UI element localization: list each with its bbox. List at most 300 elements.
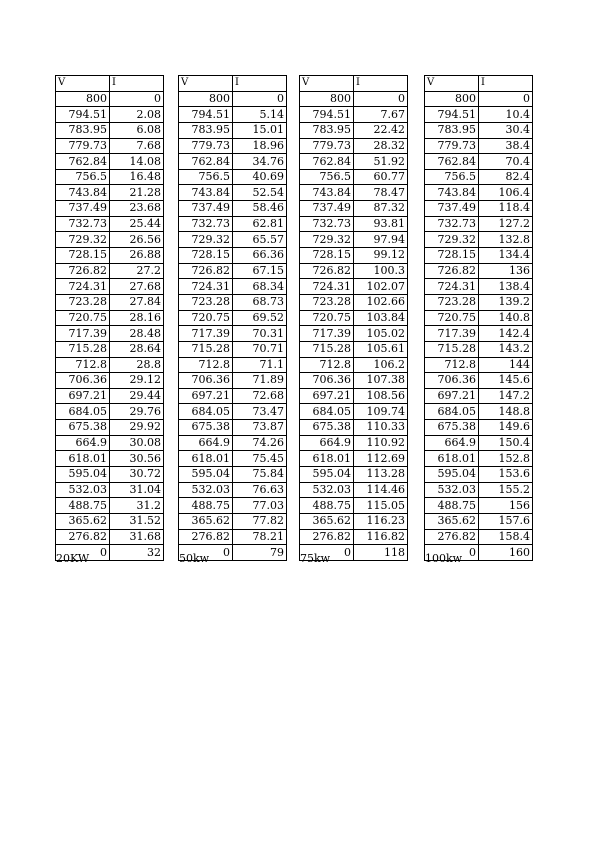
- current-cell: 103.84: [354, 310, 408, 326]
- voltage-cell: 712.8: [179, 357, 233, 373]
- current-cell: 29.76: [110, 404, 164, 420]
- current-cell: 116.82: [354, 529, 408, 545]
- current-cell: 72.68: [233, 388, 287, 404]
- voltage-cell: 723.28: [425, 294, 479, 310]
- table-row: [56, 341, 164, 357]
- current-cell: 138.4: [479, 279, 533, 295]
- voltage-cell: 365.62: [300, 513, 354, 529]
- current-cell: 136: [479, 263, 533, 279]
- table-caption: 100kw: [425, 552, 463, 565]
- table-row: [300, 232, 408, 248]
- voltage-cell: 715.28: [179, 341, 233, 357]
- table-row: [300, 310, 408, 326]
- table-row: [300, 513, 408, 529]
- current-cell: 68.73: [233, 294, 287, 310]
- current-cell: 142.4: [479, 326, 533, 342]
- current-cell: 73.87: [233, 420, 287, 436]
- table-row: [300, 216, 408, 232]
- table-row: [56, 482, 164, 498]
- voltage-cell: 712.8: [56, 357, 110, 373]
- voltage-cell: 0: [56, 545, 110, 561]
- table-row: [179, 420, 287, 436]
- table-row: [300, 341, 408, 357]
- current-cell: 30.56: [110, 451, 164, 467]
- current-cell: 31.68: [110, 529, 164, 545]
- current-cell: 0: [354, 91, 408, 107]
- voltage-cell: 800: [56, 91, 110, 107]
- table-row: [179, 294, 287, 310]
- voltage-cell: 488.75: [300, 498, 354, 514]
- current-cell: 105.61: [354, 341, 408, 357]
- table-row: [56, 529, 164, 545]
- current-cell: 93.81: [354, 216, 408, 232]
- table-row: [425, 404, 533, 420]
- voltage-cell: 595.04: [300, 467, 354, 483]
- table-row: [300, 498, 408, 514]
- current-cell: 160: [479, 545, 533, 561]
- current-cell: 34.76: [233, 154, 287, 170]
- table-row: [425, 216, 533, 232]
- current-cell: 7.68: [110, 138, 164, 154]
- current-cell: 79: [233, 545, 287, 561]
- current-cell: 16.48: [110, 169, 164, 185]
- voltage-cell: 0: [300, 545, 354, 561]
- voltage-cell: 756.5: [56, 169, 110, 185]
- current-cell: 147.2: [479, 388, 533, 404]
- voltage-cell: 762.84: [179, 154, 233, 170]
- current-cell: 118.4: [479, 201, 533, 217]
- current-cell: 127.2: [479, 216, 533, 232]
- voltage-cell: 728.15: [300, 248, 354, 264]
- voltage-cell: 756.5: [300, 169, 354, 185]
- current-cell: 144: [479, 357, 533, 373]
- voltage-cell: 737.49: [425, 201, 479, 217]
- current-cell: 70.4: [479, 154, 533, 170]
- current-cell: 155.2: [479, 482, 533, 498]
- voltage-cell: 715.28: [425, 341, 479, 357]
- current-cell: 76.63: [233, 482, 287, 498]
- voltage-cell: 732.73: [425, 216, 479, 232]
- voltage-cell: 717.39: [179, 326, 233, 342]
- table-row: [300, 529, 408, 545]
- voltage-cell: 532.03: [425, 482, 479, 498]
- voltage-cell: 737.49: [56, 201, 110, 217]
- voltage-cell: 724.31: [425, 279, 479, 295]
- voltage-cell: 723.28: [300, 294, 354, 310]
- current-cell: 115.05: [354, 498, 408, 514]
- voltage-cell: 756.5: [179, 169, 233, 185]
- voltage-cell: 743.84: [300, 185, 354, 201]
- table-caption: 75kw: [300, 552, 331, 565]
- table-row: [300, 248, 408, 264]
- current-cell: 27.2: [110, 263, 164, 279]
- voltage-cell: 365.62: [56, 513, 110, 529]
- table-row: [425, 107, 533, 123]
- current-cell: 153.6: [479, 467, 533, 483]
- table-row: [179, 404, 287, 420]
- table-row: [300, 263, 408, 279]
- voltage-cell: 618.01: [56, 451, 110, 467]
- table-row: [300, 357, 408, 373]
- current-cell: 108.56: [354, 388, 408, 404]
- voltage-cell: 726.82: [56, 263, 110, 279]
- current-cell: 107.38: [354, 373, 408, 389]
- current-cell: 27.84: [110, 294, 164, 310]
- voltage-cell: 732.73: [179, 216, 233, 232]
- voltage-cell: 276.82: [300, 529, 354, 545]
- voltage-cell: 729.32: [425, 232, 479, 248]
- table-row: [179, 138, 287, 154]
- table-row: [56, 216, 164, 232]
- table-row: [56, 154, 164, 170]
- table-row: [179, 326, 287, 342]
- table-row: [179, 357, 287, 373]
- current-cell: 77.82: [233, 513, 287, 529]
- table-row: [179, 232, 287, 248]
- current-cell: 87.32: [354, 201, 408, 217]
- current-cell: 140.8: [479, 310, 533, 326]
- current-cell: 114.46: [354, 482, 408, 498]
- voltage-cell: 712.8: [300, 357, 354, 373]
- voltage-cell: 618.01: [179, 451, 233, 467]
- voltage-cell: 724.31: [300, 279, 354, 295]
- current-cell: 0: [233, 91, 287, 107]
- table-row: [56, 326, 164, 342]
- current-cell: 78.21: [233, 529, 287, 545]
- voltage-cell: 365.62: [425, 513, 479, 529]
- current-cell: 23.68: [110, 201, 164, 217]
- current-cell: 100.3: [354, 263, 408, 279]
- table-row: [179, 279, 287, 295]
- table-row: [300, 294, 408, 310]
- current-cell: 143.2: [479, 341, 533, 357]
- table-row: [425, 388, 533, 404]
- voltage-cell: 728.15: [425, 248, 479, 264]
- voltage-cell: 532.03: [300, 482, 354, 498]
- voltage-cell: 724.31: [179, 279, 233, 295]
- table-row: [56, 91, 164, 107]
- current-cell: 110.92: [354, 435, 408, 451]
- current-cell: 113.28: [354, 467, 408, 483]
- voltage-cell: 794.51: [179, 107, 233, 123]
- table-row: [300, 138, 408, 154]
- voltage-cell: 276.82: [179, 529, 233, 545]
- voltage-cell: 0: [425, 545, 479, 561]
- table-caption: 50kw: [179, 552, 210, 565]
- voltage-cell: 743.84: [425, 185, 479, 201]
- current-cell: 18.96: [233, 138, 287, 154]
- voltage-cell: 726.82: [179, 263, 233, 279]
- table-row: [56, 232, 164, 248]
- voltage-cell: 800: [300, 91, 354, 107]
- table-row: [300, 451, 408, 467]
- voltage-cell: 800: [179, 91, 233, 107]
- table-row: [300, 420, 408, 436]
- current-cell: 134.4: [479, 248, 533, 264]
- table-row: [56, 279, 164, 295]
- voltage-cell: 276.82: [56, 529, 110, 545]
- current-cell: 15.01: [233, 122, 287, 138]
- table-row: [56, 357, 164, 373]
- voltage-cell: 595.04: [179, 467, 233, 483]
- table-row: [179, 310, 287, 326]
- current-cell: 68.34: [233, 279, 287, 295]
- table-row: [300, 404, 408, 420]
- table-row: [425, 138, 533, 154]
- current-cell: 109.74: [354, 404, 408, 420]
- voltage-cell: 720.75: [56, 310, 110, 326]
- current-cell: 112.69: [354, 451, 408, 467]
- current-cell: 73.47: [233, 404, 287, 420]
- voltage-cell: 664.9: [56, 435, 110, 451]
- voltage-cell: 697.21: [300, 388, 354, 404]
- voltage-cell: 488.75: [56, 498, 110, 514]
- table-row: [300, 482, 408, 498]
- table-row: [56, 420, 164, 436]
- current-cell: 2.08: [110, 107, 164, 123]
- voltage-cell: 726.82: [425, 263, 479, 279]
- current-cell: 0: [110, 91, 164, 107]
- voltage-cell: 743.84: [179, 185, 233, 201]
- table-row: [179, 513, 287, 529]
- current-cell: 30.08: [110, 435, 164, 451]
- table-row: [56, 122, 164, 138]
- current-cell: 149.6: [479, 420, 533, 436]
- vi-table-50kw: [178, 75, 287, 561]
- column-header-v: V: [425, 76, 479, 92]
- current-cell: 71.1: [233, 357, 287, 373]
- table-header-row: [300, 76, 408, 92]
- table-caption: 20KW: [56, 552, 90, 565]
- table-row: [425, 529, 533, 545]
- voltage-cell: 720.75: [179, 310, 233, 326]
- current-cell: 110.33: [354, 420, 408, 436]
- table-header-row: [179, 76, 287, 92]
- current-cell: 27.68: [110, 279, 164, 295]
- table-row: [179, 451, 287, 467]
- current-cell: 25.44: [110, 216, 164, 232]
- table-row: [179, 107, 287, 123]
- voltage-cell: 488.75: [179, 498, 233, 514]
- table-row: [179, 467, 287, 483]
- table-row: [179, 122, 287, 138]
- vi-table-100kw: [424, 75, 533, 561]
- table-row: [179, 169, 287, 185]
- column-header-v: V: [56, 76, 110, 92]
- voltage-cell: 664.9: [179, 435, 233, 451]
- table-row: [425, 169, 533, 185]
- table-row: [56, 201, 164, 217]
- voltage-cell: 728.15: [56, 248, 110, 264]
- current-cell: 28.48: [110, 326, 164, 342]
- current-cell: 52.54: [233, 185, 287, 201]
- table-row: [56, 373, 164, 389]
- current-cell: 148.8: [479, 404, 533, 420]
- table-row: [56, 310, 164, 326]
- current-cell: 118: [354, 545, 408, 561]
- voltage-cell: 723.28: [56, 294, 110, 310]
- table-row: [425, 513, 533, 529]
- table-row: [56, 513, 164, 529]
- current-cell: 7.67: [354, 107, 408, 123]
- voltage-cell: 794.51: [300, 107, 354, 123]
- table-row: [56, 107, 164, 123]
- voltage-cell: 783.95: [179, 122, 233, 138]
- table-row: [56, 138, 164, 154]
- table-row: [300, 91, 408, 107]
- table-row: [425, 451, 533, 467]
- vi-table-20kw: [55, 75, 164, 561]
- voltage-cell: 664.9: [300, 435, 354, 451]
- voltage-cell: 706.36: [300, 373, 354, 389]
- voltage-cell: 675.38: [300, 420, 354, 436]
- table-row: [56, 169, 164, 185]
- table-row: [425, 201, 533, 217]
- voltage-cell: 697.21: [56, 388, 110, 404]
- current-cell: 51.92: [354, 154, 408, 170]
- voltage-cell: 675.38: [425, 420, 479, 436]
- current-cell: 158.4: [479, 529, 533, 545]
- table-row: [179, 482, 287, 498]
- table-row: [56, 451, 164, 467]
- voltage-cell: 717.39: [56, 326, 110, 342]
- voltage-cell: 675.38: [179, 420, 233, 436]
- table-row: [56, 294, 164, 310]
- current-cell: 26.56: [110, 232, 164, 248]
- voltage-cell: 715.28: [56, 341, 110, 357]
- voltage-cell: 618.01: [300, 451, 354, 467]
- table-row: [425, 420, 533, 436]
- vi-table-75kw: [299, 75, 408, 561]
- table-row: [425, 91, 533, 107]
- table-row: [300, 326, 408, 342]
- current-cell: 75.45: [233, 451, 287, 467]
- voltage-cell: 743.84: [56, 185, 110, 201]
- voltage-cell: 729.32: [300, 232, 354, 248]
- voltage-cell: 488.75: [425, 498, 479, 514]
- table-row: [300, 185, 408, 201]
- current-cell: 70.71: [233, 341, 287, 357]
- current-cell: 75.84: [233, 467, 287, 483]
- table-row: [56, 404, 164, 420]
- current-cell: 31.2: [110, 498, 164, 514]
- current-cell: 157.6: [479, 513, 533, 529]
- current-cell: 71.89: [233, 373, 287, 389]
- current-cell: 28.16: [110, 310, 164, 326]
- voltage-cell: 276.82: [425, 529, 479, 545]
- voltage-cell: 720.75: [425, 310, 479, 326]
- voltage-cell: 675.38: [56, 420, 110, 436]
- current-cell: 40.69: [233, 169, 287, 185]
- current-cell: 97.94: [354, 232, 408, 248]
- table-row: [179, 154, 287, 170]
- voltage-cell: 794.51: [56, 107, 110, 123]
- current-cell: 28.64: [110, 341, 164, 357]
- table-row: [300, 467, 408, 483]
- voltage-cell: 724.31: [56, 279, 110, 295]
- column-header-i: I: [479, 76, 533, 92]
- current-cell: 69.52: [233, 310, 287, 326]
- voltage-cell: 532.03: [56, 482, 110, 498]
- voltage-cell: 800: [425, 91, 479, 107]
- current-cell: 30.4: [479, 122, 533, 138]
- voltage-cell: 717.39: [425, 326, 479, 342]
- voltage-cell: 706.36: [179, 373, 233, 389]
- table-row: [300, 279, 408, 295]
- voltage-cell: 684.05: [300, 404, 354, 420]
- table-row: [56, 388, 164, 404]
- current-cell: 60.77: [354, 169, 408, 185]
- table-row: [425, 482, 533, 498]
- table-row: [425, 310, 533, 326]
- table-row: [179, 373, 287, 389]
- table-row: [179, 201, 287, 217]
- table-row: [56, 263, 164, 279]
- table-row: [425, 373, 533, 389]
- voltage-cell: 756.5: [425, 169, 479, 185]
- table-row: [425, 263, 533, 279]
- table-row: [179, 248, 287, 264]
- voltage-cell: 595.04: [56, 467, 110, 483]
- table-row: [300, 107, 408, 123]
- current-cell: 10.4: [479, 107, 533, 123]
- table-row: [179, 435, 287, 451]
- voltage-cell: 783.95: [300, 122, 354, 138]
- voltage-cell: 717.39: [300, 326, 354, 342]
- current-cell: 105.02: [354, 326, 408, 342]
- table-header-row: [56, 76, 164, 92]
- voltage-cell: 783.95: [56, 122, 110, 138]
- current-cell: 78.47: [354, 185, 408, 201]
- current-cell: 14.08: [110, 154, 164, 170]
- current-cell: 67.15: [233, 263, 287, 279]
- current-cell: 29.12: [110, 373, 164, 389]
- table-row: [425, 357, 533, 373]
- table-row: [179, 216, 287, 232]
- table-row: [425, 467, 533, 483]
- table-row: [179, 498, 287, 514]
- table-row: [56, 248, 164, 264]
- voltage-cell: 762.84: [425, 154, 479, 170]
- column-header-i: I: [110, 76, 164, 92]
- table-row: [179, 185, 287, 201]
- current-cell: 102.66: [354, 294, 408, 310]
- voltage-cell: 779.73: [179, 138, 233, 154]
- table-row: [300, 201, 408, 217]
- voltage-cell: 779.73: [300, 138, 354, 154]
- voltage-cell: 684.05: [179, 404, 233, 420]
- table-row: [425, 279, 533, 295]
- current-cell: 28.32: [354, 138, 408, 154]
- current-cell: 29.44: [110, 388, 164, 404]
- voltage-cell: 595.04: [425, 467, 479, 483]
- voltage-cell: 729.32: [56, 232, 110, 248]
- table-row: [425, 326, 533, 342]
- table-row: [56, 435, 164, 451]
- current-cell: 152.8: [479, 451, 533, 467]
- current-cell: 26.88: [110, 248, 164, 264]
- table-row: [56, 467, 164, 483]
- current-cell: 82.4: [479, 169, 533, 185]
- voltage-cell: 697.21: [425, 388, 479, 404]
- voltage-cell: 726.82: [300, 263, 354, 279]
- current-cell: 150.4: [479, 435, 533, 451]
- table-row: [300, 169, 408, 185]
- current-cell: 29.92: [110, 420, 164, 436]
- voltage-cell: 762.84: [300, 154, 354, 170]
- column-header-i: I: [354, 76, 408, 92]
- current-cell: 106.4: [479, 185, 533, 201]
